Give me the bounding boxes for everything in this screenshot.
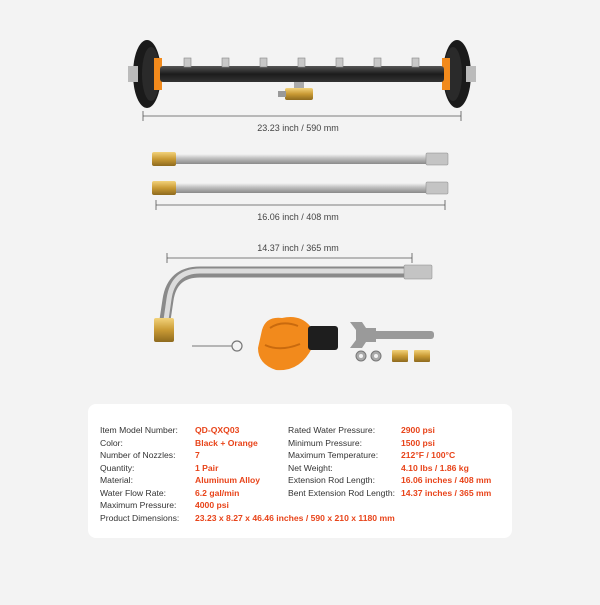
spec-row: Rated Water Pressure: 2900 psi bbox=[288, 425, 435, 435]
spec-row: Minimum Pressure: 1500 psi bbox=[288, 437, 435, 448]
spec-row: Maximum Temperature: 212°F / 100°C bbox=[288, 450, 456, 460]
spec-column-right bbox=[288, 424, 491, 499]
extension-rod-2 bbox=[152, 181, 448, 195]
nuts-and-fittings bbox=[356, 350, 430, 362]
spec-row: Color: Black + Orange bbox=[100, 437, 258, 448]
bent-rod-dimension-label: 14.37 inch / 365 mm bbox=[257, 243, 339, 253]
spec-row: Material: Aluminum Alloy bbox=[100, 475, 261, 485]
washer-bar bbox=[128, 40, 476, 108]
spec-row: Water Flow Rate: 6.2 gal/min bbox=[100, 487, 240, 498]
spec-row: Number of Nozzles: 7 bbox=[100, 450, 200, 460]
wrench bbox=[350, 322, 434, 348]
spec-row: Maximum Pressure: 4000 psi bbox=[100, 500, 229, 510]
bent-rod-dimension-line bbox=[167, 253, 412, 263]
spec-row: Bent Extension Rod Length: 14.37 inches / 365 mm bbox=[288, 487, 492, 498]
cleaning-needle bbox=[192, 341, 242, 351]
spec-card bbox=[88, 404, 512, 538]
extension-rod-1 bbox=[152, 152, 448, 166]
rod-dimension-label: 16.06 inch / 408 mm bbox=[257, 212, 339, 222]
bar-tube bbox=[160, 66, 444, 82]
left-wheel bbox=[128, 40, 162, 108]
right-wheel bbox=[442, 40, 476, 108]
spec-row: Item Model Number: QD-QXQ03 bbox=[100, 425, 240, 435]
spec-row: Product Dimensions: 23.23 x 8.27 x 46.46 inches / 590 x 210 x 1180 mm bbox=[100, 512, 395, 523]
bar-dimension-label: 23.23 inch / 590 mm bbox=[257, 123, 339, 133]
spec-row: Quantity: 1 Pair bbox=[100, 462, 219, 473]
bar-dimension-line bbox=[143, 111, 461, 121]
rod-dimension-line bbox=[156, 200, 445, 210]
nozzles bbox=[184, 58, 419, 67]
spec-row: Net Weight: 4.10 lbs / 1.86 kg bbox=[288, 462, 469, 473]
center-inlet bbox=[278, 82, 313, 100]
cleaning-mitt bbox=[258, 317, 338, 370]
spec-row: Extension Rod Length: 16.06 inches / 408 mm bbox=[288, 475, 492, 485]
